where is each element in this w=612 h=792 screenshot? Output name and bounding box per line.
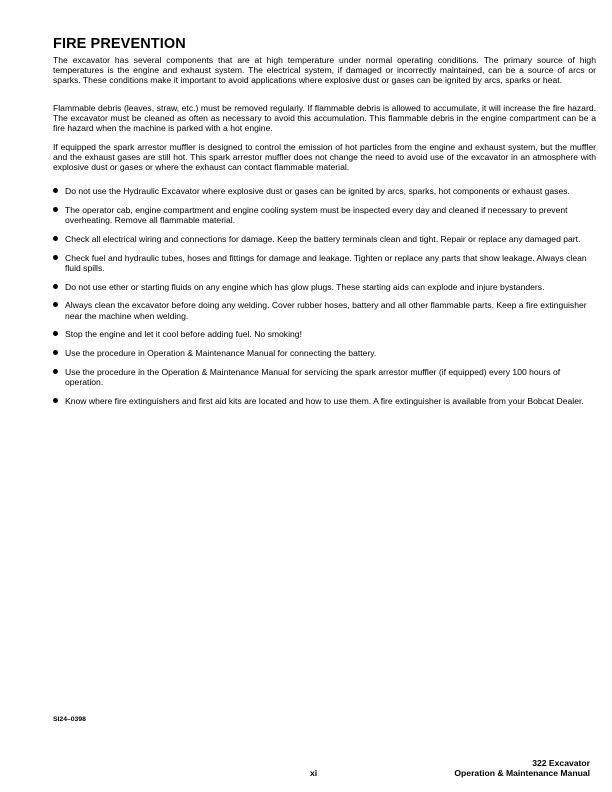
bullet-item	[53, 329, 596, 339]
document-code: SI24–0398	[53, 716, 86, 723]
bullet-item	[53, 253, 596, 273]
spark-arrestor-paragraph: If equipped the spark arrestor muffler is designed to control the emission of hot particles from the engine and exhaust system, but the muffler and the exhaust gases are still hot. This spark arrestor muffler does not change the need to avoid use of the excavator in an atmosphere with explosive dust or gases or where the exhaust can contact flammable material.	[53, 142, 596, 173]
manual-model: 322 Excavator	[532, 758, 590, 768]
bullet-dot-icon	[53, 331, 58, 336]
bullet-text: The operator cab, engine compartment and engine cooling system must be inspected every day and cleaned if necessary to prevent overheating. Remove all flammable material.	[65, 204, 568, 225]
bullet-text: Always clean the excavator before doing any welding. Cover rubber hoses, battery and all other flammable parts. Keep a fire extinguisher near the machine when welding.	[65, 300, 587, 321]
bullet-dot-icon	[53, 188, 58, 193]
bullet-text: Check fuel and hydraulic tubes, hoses and fittings for damage and leakage. Tighten or replace any parts that show leakage. Always clean fluid spills.	[65, 252, 587, 273]
bullet-dot-icon	[53, 207, 58, 212]
bullet-dot-icon	[53, 255, 58, 260]
safety-bullet-list	[53, 186, 596, 415]
section-title: FIRE PREVENTION	[53, 36, 186, 52]
bullet-item	[53, 348, 596, 358]
bullet-text: Check all electrical wiring and connections for damage. Keep the battery terminals clean and tight. Repair or replace any damaged part.	[65, 233, 581, 244]
bullet-item	[53, 282, 596, 292]
bullet-dot-icon	[53, 236, 58, 241]
bullet-item	[53, 205, 596, 225]
bullet-dot-icon	[53, 398, 58, 403]
manual-footer	[454, 758, 590, 778]
bullet-item	[53, 186, 596, 196]
bullet-item	[53, 300, 596, 320]
bullet-item	[53, 396, 596, 406]
bullet-text: Stop the engine and let it cool before adding fuel. No smoking!	[65, 329, 302, 340]
bullet-text: Use the procedure in Operation & Maintenance Manual for connecting the battery.	[65, 348, 377, 359]
manual-title: Operation & Maintenance Manual	[454, 768, 590, 779]
bullet-text: Know where fire extinguishers and first aid kits are located and how to use them. A fire extinguisher is available from your Bobcat Dealer.	[65, 395, 584, 406]
page-number: xi	[310, 768, 318, 778]
intro-paragraph: The excavator has several components that are at high temperature under normal operating conditions. The primary source of high temperatures is the engine and exhaust system. The electrical system, if damaged or incorrectly maintained, can be a source of arcs or sparks. These conditions make it important to avoid applications where explosive dust or gases can be ignited by arcs, sparks or heat.	[53, 55, 596, 86]
debris-paragraph: Flammable debris (leaves, straw, etc.) must be removed regularly. If flammable debris is allowed to accumulate, it will increase the fire hazard. The excavator must be cleaned as often as necessary to avoid this accumulation. This flammable debris in the engine compartment can be a fire hazard when the machine is parked with a hot engine.	[53, 103, 596, 134]
bullet-item	[53, 234, 596, 244]
bullet-dot-icon	[53, 302, 58, 307]
bullet-text: Use the procedure in the Operation & Maintenance Manual for servicing the spark arrestor muffler (if equipped) every 100 hours of operation.	[65, 366, 561, 388]
bullet-item	[53, 367, 596, 387]
bullet-text: Do not use ether or starting fluids on any engine which has glow plugs. These starting aids can explode and injure bystanders.	[65, 281, 545, 292]
bullet-dot-icon	[53, 284, 58, 289]
bullet-dot-icon	[53, 369, 58, 374]
bullet-dot-icon	[53, 350, 58, 355]
bullet-text: Do not use the Hydraulic Excavator where explosive dust or gases can be ignited by arcs, sparks, hot components or exhaust gases.	[65, 186, 570, 196]
